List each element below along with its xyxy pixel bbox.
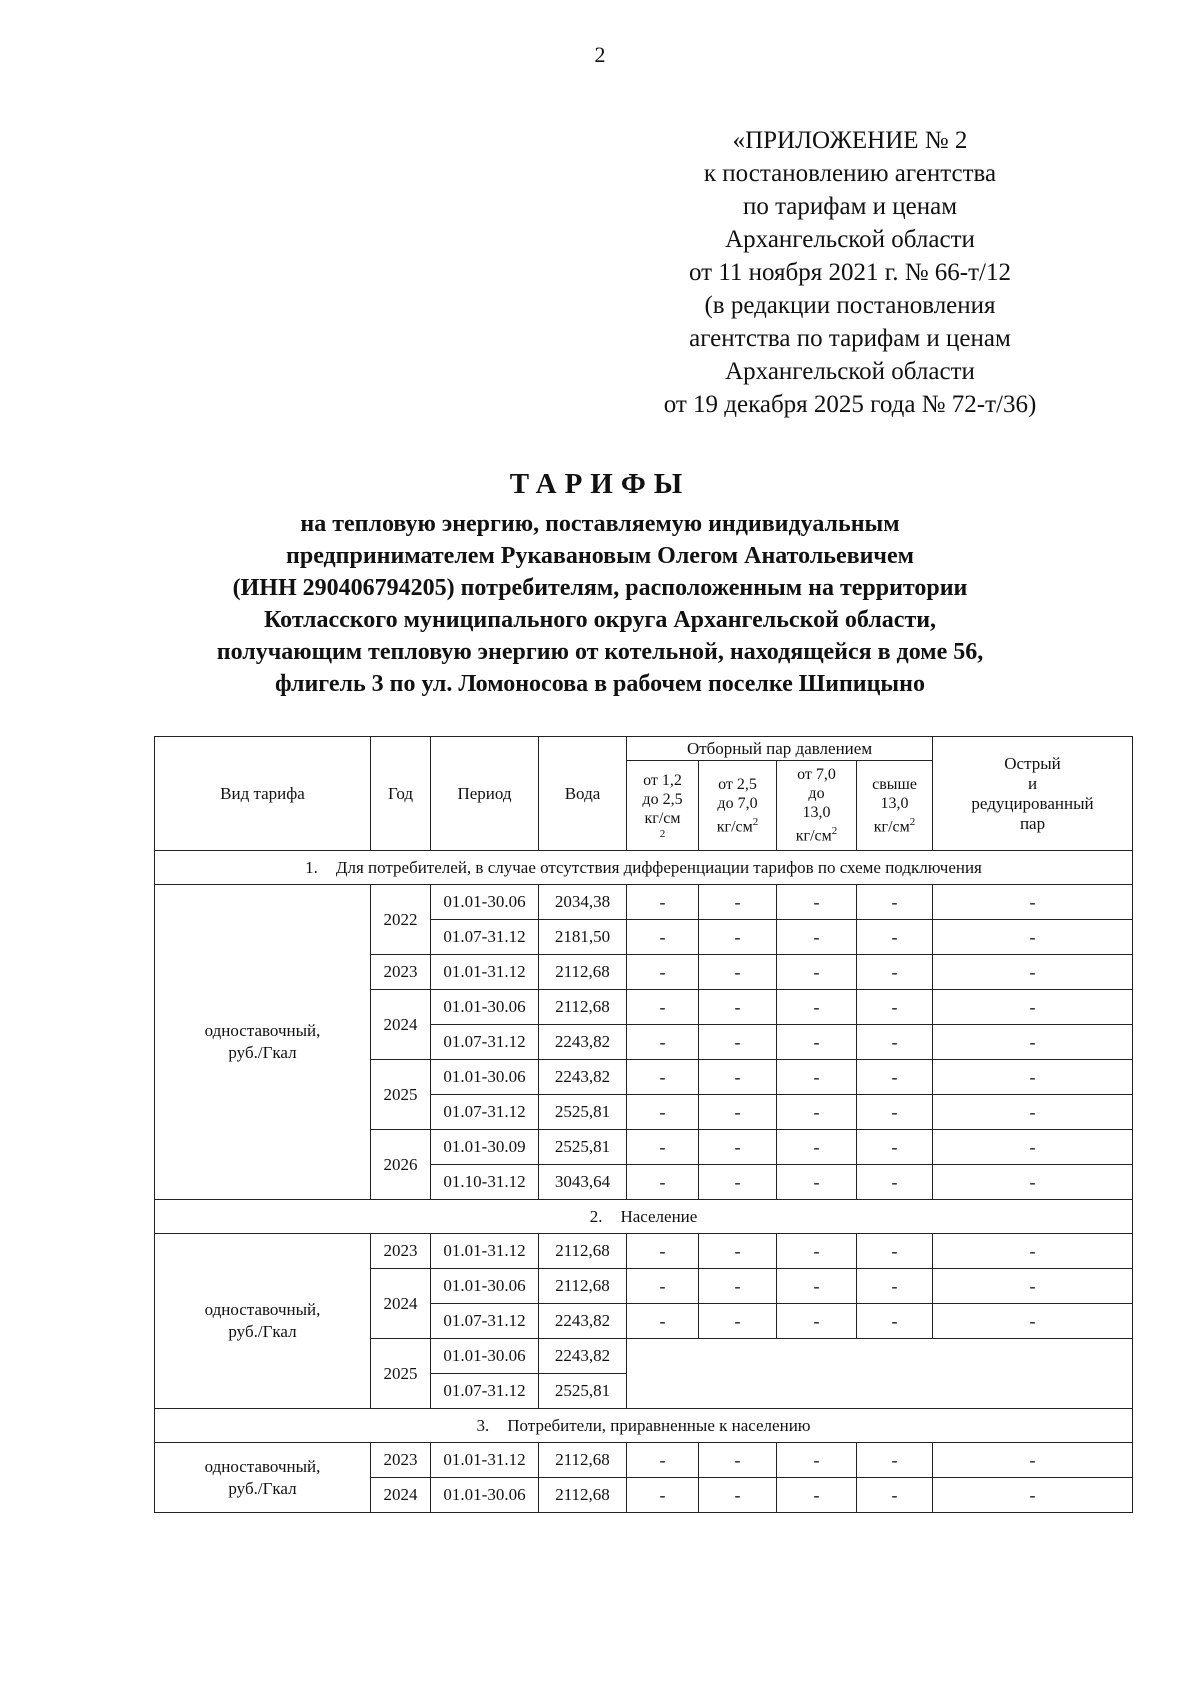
dash-cell: - (777, 1304, 857, 1339)
dash-cell: - (857, 1130, 933, 1165)
dash-cell: - (933, 1095, 1133, 1130)
dash-cell: - (933, 955, 1133, 990)
section-title: Для потребителей, в случае отсутствия дифференциации тарифов по схеме подключения (335, 857, 982, 877)
tariff-kind: одноставочный, руб./Гкал (155, 1443, 371, 1513)
dash-cell: - (699, 1443, 777, 1478)
dash-cell: - (699, 1304, 777, 1339)
dash-cell: - (933, 1025, 1133, 1060)
section-title: Население (620, 1206, 698, 1226)
dash-cell: - (699, 1478, 777, 1513)
tariff-kind: одноставочный, руб./Гкал (155, 1234, 371, 1409)
year-cell: 2022 (371, 885, 431, 955)
water-cell: 2112,68 (539, 1443, 627, 1478)
dash-cell: - (699, 1060, 777, 1095)
dash-cell: - (627, 1060, 699, 1095)
header-year: Год (371, 737, 431, 851)
dash-cell: - (777, 1269, 857, 1304)
empty-merged-cell (627, 1339, 1133, 1409)
appendix-line: агентства по тарифам и ценам (689, 325, 1011, 352)
document-subtitle (120, 508, 1080, 700)
dash-cell: - (857, 1443, 933, 1478)
dash-cell: - (933, 990, 1133, 1025)
year-cell: 2024 (371, 1478, 431, 1513)
water-cell: 2243,82 (539, 1025, 627, 1060)
dash-cell: - (933, 1060, 1133, 1095)
dash-cell: - (627, 1095, 699, 1130)
dash-cell: - (627, 920, 699, 955)
dash-cell: - (699, 1269, 777, 1304)
water-cell: 2112,68 (539, 1234, 627, 1269)
dash-cell: - (627, 990, 699, 1025)
table-row (155, 1234, 1133, 1269)
header-steam-4: свыше 13,0 $кг/см^2$ (857, 761, 933, 851)
dash-cell: - (627, 1304, 699, 1339)
dash-cell: - (699, 990, 777, 1025)
period-cell: 01.07-31.12 (431, 1304, 539, 1339)
dash-cell: - (933, 1304, 1133, 1339)
water-cell: 2112,68 (539, 955, 627, 990)
dash-cell: - (627, 1025, 699, 1060)
section-row (155, 1409, 1133, 1443)
appendix-line: Архангельской области (725, 358, 975, 385)
document-title: ТАРИФЫ (509, 468, 691, 500)
subtitle-line: (ИНН 290406794205) потребителям, расположенным на территории (232, 575, 968, 601)
section-row (155, 1200, 1133, 1234)
dash-cell: - (933, 1165, 1133, 1200)
header-steam-2: от 2,5 до 7,0 $кг/см^2$ (699, 761, 777, 851)
header-steam-3: от 7,0 до 13,0 $кг/см^2$ (777, 761, 857, 851)
water-cell: 2112,68 (539, 990, 627, 1025)
appendix-line: Архангельской области (725, 226, 975, 253)
tariff-table (154, 736, 1133, 1513)
dash-cell: - (857, 1234, 933, 1269)
dash-cell: - (627, 885, 699, 920)
water-cell: 2243,82 (539, 1339, 627, 1374)
period-cell: 01.07-31.12 (431, 1095, 539, 1130)
period-cell: 01.01-30.06 (431, 990, 539, 1025)
header-kind: Вид тарифа (155, 737, 371, 851)
period-cell: 01.07-31.12 (431, 920, 539, 955)
dash-cell: - (777, 1095, 857, 1130)
dash-cell: - (777, 1025, 857, 1060)
dash-cell: - (857, 1025, 933, 1060)
dash-cell: - (777, 1130, 857, 1165)
dash-cell: - (699, 1095, 777, 1130)
dash-cell: - (857, 1304, 933, 1339)
year-cell: 2026 (371, 1130, 431, 1200)
appendix-line: от 11 ноября 2021 г. № 66-т/12 (688, 259, 1012, 286)
dash-cell: - (933, 1443, 1133, 1478)
header-period: Период (431, 737, 539, 851)
subtitle-line: на тепловую энергию, поставляемую индивидуальным (300, 511, 900, 537)
dash-cell: - (857, 1060, 933, 1095)
dash-cell: - (699, 955, 777, 990)
dash-cell: - (857, 1269, 933, 1304)
dash-cell: - (627, 1234, 699, 1269)
section-number: 3. (476, 1415, 490, 1435)
appendix-header (600, 124, 1100, 421)
dash-cell: - (699, 1165, 777, 1200)
year-cell: 2023 (371, 955, 431, 990)
period-cell: 01.01-30.09 (431, 1130, 539, 1165)
water-cell: 2181,50 (539, 920, 627, 955)
subtitle-line: предпринимателем Рукавановым Олегом Анатольевичем (286, 543, 914, 569)
year-cell: 2023 (371, 1234, 431, 1269)
period-cell: 01.01-30.06 (431, 1269, 539, 1304)
year-cell: 2024 (371, 1269, 431, 1339)
period-cell: 01.01-31.12 (431, 1443, 539, 1478)
dash-cell: - (933, 1269, 1133, 1304)
dash-cell: - (777, 1478, 857, 1513)
dash-cell: - (777, 955, 857, 990)
subtitle-line: получающим тепловую энергию от котельной, находящейся в доме 56, (216, 639, 984, 665)
dash-cell: - (933, 920, 1133, 955)
dash-cell: - (857, 1165, 933, 1200)
water-cell: 2525,81 (539, 1095, 627, 1130)
period-cell: 01.07-31.12 (431, 1025, 539, 1060)
dash-cell: - (933, 1130, 1133, 1165)
dash-cell: - (627, 1478, 699, 1513)
table-row (155, 885, 1133, 920)
period-cell: 01.01-30.06 (431, 1478, 539, 1513)
period-cell: 01.01-31.12 (431, 1234, 539, 1269)
appendix-line: от 19 декабря 2025 года № 72-т/36) (663, 391, 1037, 418)
page-number: 2 (594, 42, 606, 67)
period-cell: 01.01-31.12 (431, 955, 539, 990)
dash-cell: - (857, 885, 933, 920)
dash-cell: - (699, 1234, 777, 1269)
year-cell: 2024 (371, 990, 431, 1060)
dash-cell: - (857, 990, 933, 1025)
dash-cell: - (699, 1130, 777, 1165)
section-row (155, 851, 1133, 885)
period-cell: 01.07-31.12 (431, 1374, 539, 1409)
dash-cell: - (627, 955, 699, 990)
dash-cell: - (857, 920, 933, 955)
water-cell: 2034,38 (539, 885, 627, 920)
dash-cell: - (699, 1025, 777, 1060)
water-cell: 2525,81 (539, 1130, 627, 1165)
water-cell: 2525,81 (539, 1374, 627, 1409)
period-cell: 01.01-30.06 (431, 885, 539, 920)
header-steam-group: Отборный пар давлением (627, 737, 933, 761)
water-cell: 2243,82 (539, 1304, 627, 1339)
dash-cell: - (699, 885, 777, 920)
section-number: 1. (305, 857, 318, 877)
period-cell: 01.01-30.06 (431, 1060, 539, 1095)
dash-cell: - (777, 990, 857, 1025)
subtitle-line: Котласского муниципального округа Архангельской области, (263, 607, 937, 633)
appendix-line: «ПРИЛОЖЕНИЕ № 2 (732, 127, 968, 154)
dash-cell: - (777, 1234, 857, 1269)
dash-cell: - (627, 1130, 699, 1165)
water-cell: 3043,64 (539, 1165, 627, 1200)
header-sharp-steam: Острый и редуцированный пар (933, 737, 1133, 851)
dash-cell: - (627, 1443, 699, 1478)
dash-cell: - (777, 1165, 857, 1200)
dash-cell: - (857, 955, 933, 990)
table-row (155, 1443, 1133, 1478)
appendix-line: по тарифам и ценам (742, 193, 958, 220)
header-water: Вода (539, 737, 627, 851)
appendix-line: (в редакции постановления (704, 292, 996, 319)
dash-cell: - (933, 885, 1133, 920)
dash-cell: - (933, 1234, 1133, 1269)
dash-cell: - (777, 1060, 857, 1095)
year-cell: 2023 (371, 1443, 431, 1478)
dash-cell: - (777, 885, 857, 920)
period-cell: 01.01-30.06 (431, 1339, 539, 1374)
tariff-kind: одноставочный, руб./Гкал (155, 885, 371, 1200)
dash-cell: - (627, 1165, 699, 1200)
subtitle-line: флигель 3 по ул. Ломоносова в рабочем поселке Шипицыно (274, 671, 925, 697)
section-title: Потребители, приравненные к населению (507, 1415, 811, 1435)
section-number: 2. (589, 1206, 603, 1226)
year-cell: 2025 (371, 1339, 431, 1409)
dash-cell: - (933, 1478, 1133, 1513)
water-cell: 2112,68 (539, 1269, 627, 1304)
dash-cell: - (777, 1443, 857, 1478)
year-cell: 2025 (371, 1060, 431, 1130)
water-cell: 2112,68 (539, 1478, 627, 1513)
dash-cell: - (857, 1478, 933, 1513)
header-steam-1: от 1,2 до 2,5 кг/см 2 (627, 761, 699, 851)
dash-cell: - (627, 1269, 699, 1304)
water-cell: 2243,82 (539, 1060, 627, 1095)
dash-cell: - (857, 1095, 933, 1130)
period-cell: 01.10-31.12 (431, 1165, 539, 1200)
dash-cell: - (777, 920, 857, 955)
dash-cell: - (699, 920, 777, 955)
appendix-line: к постановлению агентства (703, 160, 997, 187)
